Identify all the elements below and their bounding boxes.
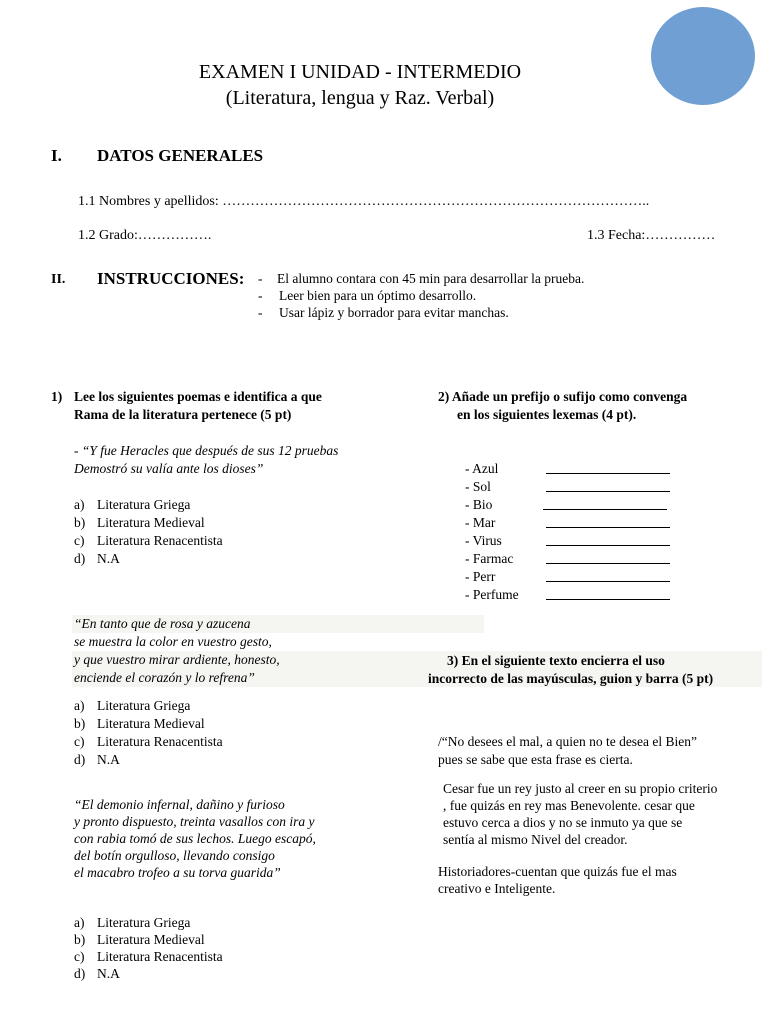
question3-prompt: 3) En el siguiente texto encierra el uso [447, 653, 665, 668]
section1-title: DATOS GENERALES [97, 146, 264, 165]
nombres-field: 1.1 Nombres y apellidos: ……………………………………………………………………………….. [78, 194, 650, 209]
section2-number: II. [51, 272, 66, 287]
poem3-line: “El demonio infernal, dañino y furioso [74, 797, 285, 812]
poem3-line: y pronto dispuesto, treinta vasallos con ira y [74, 814, 315, 829]
question2-prompt: en los siguientes lexemas (4 pt). [457, 407, 637, 422]
question1-prompt: Rama de la literatura pertenece (5 pt) [74, 407, 292, 422]
option-letter: c) [74, 734, 85, 749]
option-letter: a) [74, 915, 85, 930]
option-letter: a) [74, 497, 85, 512]
instruction-item: El alumno contara con 45 min para desarrollar la prueba. [277, 271, 585, 286]
question1-number: 1) [51, 389, 63, 404]
poem2-line: enciende el corazón y lo refrena” [74, 670, 255, 685]
option-text: Literatura Medieval [97, 932, 205, 947]
option-letter: c) [74, 949, 85, 964]
option-letter: b) [74, 932, 86, 947]
question3-prompt: incorrecto de las mayúsculas, guion y barra (5 pt) [428, 671, 714, 686]
poem3-line: el macabro trofeo a su torva guarida” [74, 865, 281, 880]
poem2-line: “En tanto que de rosa y azucena [74, 616, 251, 631]
option-letter: d) [74, 966, 86, 981]
exam-title: EXAMEN I UNIDAD - INTERMEDIO [198, 61, 522, 83]
poem2-line: se muestra la color en vuestro gesto, [74, 634, 272, 649]
option-text: N.A [97, 966, 120, 981]
option-text: Literatura Medieval [97, 515, 205, 530]
option-letter: c) [74, 533, 85, 548]
poem1-line: Demostró su valía ante los dioses” [74, 461, 264, 476]
section1-number: I. [51, 146, 62, 165]
option-text: Literatura Renacentista [97, 734, 223, 749]
lexeme-label: - Azul [465, 461, 499, 476]
option-text: Literatura Medieval [97, 716, 205, 731]
poem3-line: con rabia tomó de sus lechos. Luego escapó, [74, 831, 316, 846]
option-letter: d) [74, 752, 86, 767]
text-line: pues se sabe que esta frase es cierta. [438, 752, 633, 767]
option-letter: b) [74, 716, 86, 731]
exam-subtitle: (Literatura, lengua y Raz. Verbal) [225, 87, 495, 109]
grado-field: 1.2 Grado:……………. [78, 228, 212, 243]
lexeme-answer-line[interactable] [543, 497, 667, 515]
instruction-item: Usar lápiz y borrador para evitar manchas. [279, 305, 509, 320]
option-letter: b) [74, 515, 86, 530]
text-line: , fue quizás en rey mas Benevolente. cesar que [443, 798, 695, 813]
option-letter: d) [74, 551, 86, 566]
lexeme-label: - Virus [465, 533, 502, 548]
option-letter: a) [74, 698, 85, 713]
option-text: Literatura Renacentista [97, 949, 223, 964]
text-line: creativo e Inteligente. [438, 881, 556, 896]
section2-title: INSTRUCCIONES: [97, 269, 245, 288]
lexeme-label: - Mar [465, 515, 496, 530]
lexeme-label: - Perfume [465, 587, 519, 602]
lexeme-answer-line[interactable] [546, 587, 670, 605]
option-text: Literatura Renacentista [97, 533, 223, 548]
lexeme-label: - Sol [465, 479, 491, 494]
instruction-dash: - [258, 288, 263, 303]
lexeme-label: - Perr [465, 569, 496, 584]
lexeme-answer-line[interactable] [546, 569, 670, 587]
lexeme-answer-line[interactable] [546, 533, 670, 551]
lexeme-label: - Farmac [465, 551, 514, 566]
poem3-line: del botín orgulloso, llevando consigo [74, 848, 275, 863]
option-text: N.A [97, 752, 120, 767]
option-text: N.A [97, 551, 120, 566]
option-text: Literatura Griega [97, 497, 191, 512]
question2-prompt: 2) Añade un prefijo o sufijo como convenga [438, 389, 688, 404]
option-text: Literatura Griega [97, 698, 191, 713]
lexeme-label: - Bio [465, 497, 493, 512]
question1-prompt: Lee los siguientes poemas e identifica a que [74, 389, 322, 404]
lexeme-answer-line[interactable] [546, 479, 670, 497]
text-line: /“No desees el mal, a quien no te desea el Bien” [438, 734, 698, 749]
fecha-field: 1.3 Fecha:…………… [587, 228, 716, 243]
text-line: estuvo cerca a dios y no se inmuto ya que se [443, 815, 683, 830]
instruction-item: Leer bien para un óptimo desarrollo. [279, 288, 477, 303]
poem1-line: - “Y fue Heracles que después de sus 12 pruebas [74, 443, 339, 458]
lexeme-answer-line[interactable] [546, 515, 670, 533]
instruction-dash: - [258, 305, 263, 320]
poem2-line: y que vuestro mirar ardiente, honesto, [74, 652, 280, 667]
text-line: Cesar fue un rey justo al creer en su propio criterio [443, 781, 718, 796]
instruction-dash: - [258, 271, 263, 286]
lexeme-answer-line[interactable] [546, 551, 670, 569]
text-line: Historiadores-cuentan que quizás fue el mas [438, 864, 677, 879]
option-text: Literatura Griega [97, 915, 191, 930]
lexeme-answer-line[interactable] [546, 461, 670, 479]
text-line: sentía al mismo Nivel del creador. [443, 832, 628, 847]
